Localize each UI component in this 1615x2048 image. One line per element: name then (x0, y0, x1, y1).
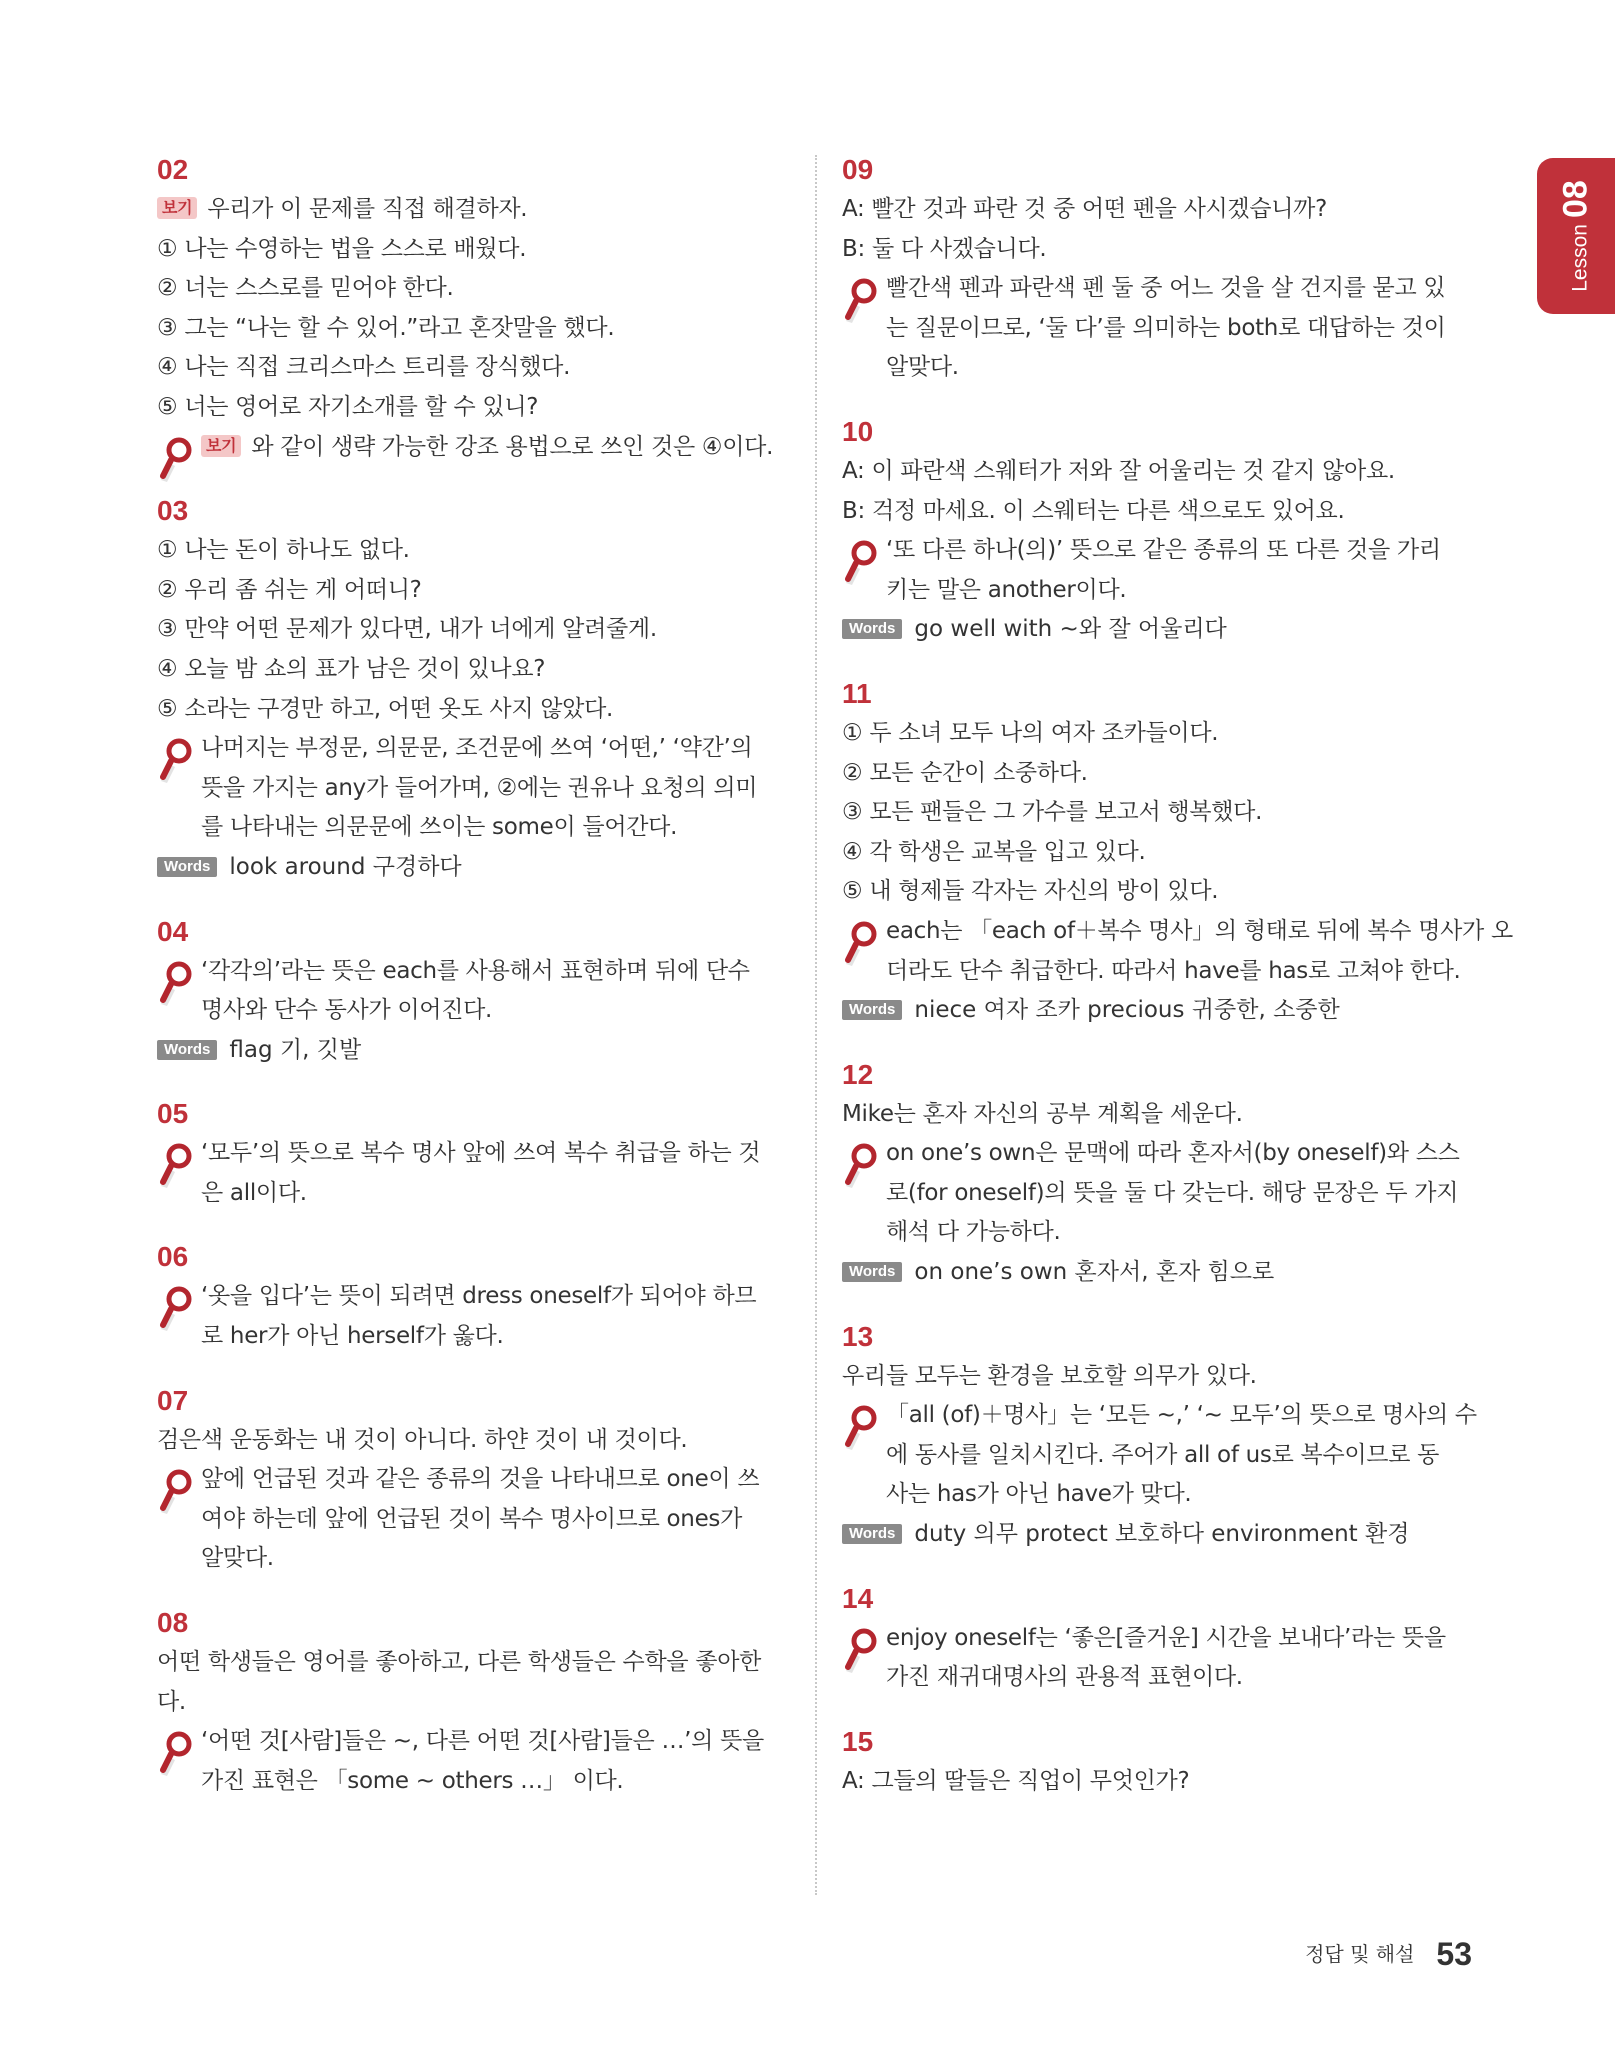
question-line (842, 452, 1474, 492)
explanation-line (201, 1722, 789, 1762)
question-line (157, 190, 789, 230)
explanation-line (201, 1460, 789, 1500)
question-block (842, 150, 1474, 388)
question-number: 11 (842, 677, 872, 709)
explanation-text: 가진 재귀대명사의 관용적 표현이다. (886, 1664, 1243, 1691)
question-number: 15 (842, 1725, 874, 1757)
question-text: B: 걱정 마세요. 이 스웨터는 다른 색으로도 있어요. (842, 497, 1345, 524)
question-line (157, 1421, 789, 1461)
question-line (842, 872, 1474, 912)
explanation-line (201, 952, 789, 992)
explanation (842, 531, 1474, 610)
explanation-text: ‘각각의’라는 뜻은 each를 사용해서 표현하며 뒤에 단수 (201, 957, 750, 984)
question-line (842, 190, 1474, 230)
question-text: B: 둘 다 사겠습니다. (842, 235, 1047, 262)
question-text: 우리가 이 문제를 직접 해결하자. (207, 196, 528, 222)
example-tag: 보기 (201, 435, 241, 457)
words-tag: Words (842, 1000, 902, 1020)
question-text: ② 우리 좀 쉬는 게 어떠니? (157, 576, 422, 603)
magnifier-icon (157, 1730, 193, 1778)
question-block (157, 491, 789, 887)
question-text: 어떤 학생들은 영어를 좋아하고, 다른 학생들은 수학을 좋아한 (157, 1649, 762, 1676)
explanation-text: 뜻을 가지는 any가 들어가며, ②에는 권유나 요청의 의미 (201, 774, 758, 801)
page-number: 53 (1436, 1936, 1472, 1972)
explanation-line (201, 1500, 789, 1540)
explanation-text: 키는 말은 another이다. (886, 576, 1127, 603)
question-text: A: 그들의 딸들은 직업이 무엇인가? (842, 1767, 1190, 1794)
explanation-line (886, 1213, 1474, 1253)
magnifier-icon (157, 1142, 193, 1190)
explanation-text: 는 질문이므로, ‘둘 다’를 의미하는 both로 대답하는 것이 (886, 314, 1446, 341)
question-line (842, 833, 1474, 873)
explanation-line (201, 428, 789, 468)
question-text: ③ 만약 어떤 문제가 있다면, 내가 너에게 알려줄게. (157, 616, 657, 643)
question-text: ⑤ 내 형제들 각자는 자신의 방이 있다. (842, 878, 1219, 905)
question-block (157, 1094, 789, 1213)
explanation-line (886, 348, 1474, 388)
question-line (842, 1095, 1474, 1135)
question-line (157, 650, 789, 690)
words-tag: Words (842, 1524, 902, 1544)
explanation (157, 1134, 789, 1213)
words-line (842, 1253, 1474, 1293)
words-tag: Words (157, 857, 217, 877)
question-number: 04 (157, 915, 189, 947)
question-text: ④ 오늘 밤 쇼의 표가 남은 것이 있나요? (157, 655, 546, 682)
question-line (157, 230, 789, 270)
column-divider (815, 155, 817, 1895)
explanation-text: ‘어떤 것[사람]들은 ~, 다른 어떤 것[사람]들은 …’의 뜻을 (201, 1728, 764, 1755)
explanation (842, 1396, 1477, 1515)
explanation-text: 빨간색 펜과 파란색 펜 둘 중 어느 것을 살 건지를 묻고 있 (886, 275, 1446, 302)
explanation-line (886, 1436, 1474, 1476)
question-text: A: 빨간 것과 파란 것 중 어떤 펜을 사시겠습니까? (842, 196, 1327, 222)
words-text: flag 기, 깃발 (229, 1036, 362, 1063)
explanation-line (886, 309, 1474, 349)
question-block (842, 412, 1474, 650)
question-text: ⑤ 소라는 구경만 하고, 어떤 옷도 사지 않았다. (157, 695, 614, 722)
lesson-number: 08 (1556, 180, 1595, 219)
question-line (157, 1643, 789, 1683)
question-line (157, 1683, 789, 1723)
question-block (842, 1722, 1474, 1802)
magnifier-icon (842, 1627, 878, 1675)
question-text: ③ 그는 “나는 할 수 있어.”라고 혼잣말을 했다. (157, 314, 615, 341)
magnifier-icon (842, 539, 878, 587)
explanation-text: on one’s own은 문맥에 따라 혼자서(by oneself)와 스스 (886, 1140, 1460, 1167)
question-line (157, 531, 789, 571)
question-text: ① 나는 수영하는 법을 스스로 배웠다. (157, 235, 527, 262)
footer-label: 정답 및 해설 (1305, 1942, 1415, 1966)
question-line (157, 348, 789, 388)
words-line (842, 1515, 1474, 1555)
explanation-text: 가진 표현은 「some ~ others …」 이다. (201, 1767, 624, 1794)
question-text: ① 나는 돈이 하나도 없다. (157, 537, 410, 564)
explanation-line (201, 729, 789, 769)
explanation-line (886, 1658, 1474, 1698)
explanation-line (886, 531, 1474, 571)
question-line (842, 230, 1474, 270)
question-block (157, 1381, 789, 1579)
words-line (157, 1031, 789, 1071)
explanation-text: 앞에 언급된 것과 같은 종류의 것을 나타내므로 one이 쓰 (201, 1466, 760, 1493)
explanation-text: 사는 has가 아닌 have가 맞다. (886, 1481, 1192, 1508)
question-line (157, 610, 789, 650)
words-tag: Words (157, 1040, 217, 1060)
explanation-text: 여야 하는데 앞에 언급된 것이 복수 명사이므로 ones가 (201, 1505, 743, 1532)
words-text: on one’s own 혼자서, 혼자 힘으로 (914, 1259, 1275, 1286)
explanation-line (886, 1619, 1474, 1659)
question-text: ④ 각 학생은 교복을 입고 있다. (842, 838, 1146, 865)
question-block (842, 1055, 1474, 1293)
explanation-line (886, 571, 1474, 611)
explanation-text: 로 her가 아닌 herself가 옳다. (201, 1323, 504, 1350)
question-text: 검은색 운동화는 내 것이 아니다. 하얀 것이 내 것이다. (157, 1426, 688, 1453)
question-line (157, 388, 789, 428)
question-number: 13 (842, 1320, 874, 1352)
explanation-line (201, 769, 789, 809)
question-line (842, 1762, 1474, 1802)
magnifier-icon (842, 1404, 878, 1452)
question-text: ④ 나는 직접 크리스마스 트리를 장식했다. (157, 354, 571, 381)
question-line (157, 690, 789, 730)
explanation-text: 은 all이다. (201, 1179, 307, 1206)
question-number: 10 (842, 415, 874, 447)
explanation-text: 나머지는 부정문, 의문문, 조건문에 쓰여 ‘어떤,’ ‘약간’의 (201, 735, 753, 762)
explanation (157, 428, 789, 468)
explanation (157, 952, 789, 1031)
page-footer (1305, 1936, 1472, 1973)
question-text: ⑤ 너는 영어로 자기소개를 할 수 있니? (157, 393, 539, 420)
magnifier-icon (157, 1468, 193, 1516)
question-line (842, 492, 1474, 532)
explanation-line (886, 1174, 1474, 1214)
explanation-line (201, 991, 789, 1031)
question-number: 02 (157, 154, 189, 185)
question-text: 우리들 모두는 환경을 보호할 의무가 있다. (842, 1362, 1257, 1389)
explanation (842, 1134, 1474, 1253)
explanation-line (201, 1277, 789, 1317)
explanation-text: 「all (of)＋명사」는 ‘모든 ~,’ ‘~ 모두’의 뜻으로 명사의 수 (886, 1402, 1477, 1429)
explanation-line (886, 952, 1474, 992)
question-line (842, 714, 1474, 754)
explanation-text: 와 같이 생략 가능한 강조 용법으로 쓰인 것은 ④이다. (251, 433, 774, 460)
lesson-tab (1537, 158, 1615, 314)
question-text: ② 모든 순간이 소중하다. (842, 759, 1088, 786)
explanation-text: ‘모두’의 뜻으로 복수 명사 앞에 쓰여 복수 취급을 하는 것 (201, 1140, 761, 1167)
question-number: 03 (157, 495, 189, 527)
left-column (157, 150, 789, 1825)
question-text: ③ 모든 팬들은 그 가수를 보고서 행복했다. (842, 799, 1263, 826)
question-number: 12 (842, 1058, 874, 1090)
words-text: duty 의무 protect 보호하다 environment 환경 (914, 1521, 1410, 1548)
right-column (842, 150, 1513, 1825)
explanation (842, 1619, 1474, 1698)
magnifier-icon (157, 1285, 193, 1333)
words-line (842, 991, 1474, 1031)
question-text: Mike는 혼자 자신의 공부 계획을 세운다. (842, 1100, 1243, 1127)
explanation-text: 로(for oneself)의 뜻을 둘 다 갖는다. 해당 문장은 두 가지 (886, 1179, 1459, 1206)
explanation (157, 1277, 789, 1356)
explanation-text: 에 동사를 일치시킨다. 주어가 all of us로 복수이므로 동 (886, 1441, 1440, 1468)
question-block (842, 1317, 1477, 1555)
question-number: 05 (157, 1098, 189, 1130)
question-line (842, 754, 1474, 794)
question-text: ① 두 소녀 모두 나의 여자 조카들이다. (842, 719, 1219, 746)
explanation-line (886, 1134, 1474, 1174)
explanation-line (201, 1762, 789, 1802)
magnifier-icon (842, 1142, 878, 1190)
explanation-text: 알맞다. (886, 354, 959, 381)
question-block (157, 1603, 789, 1801)
question-line (157, 571, 789, 611)
words-text: go well with ~와 잘 어울리다 (914, 616, 1227, 643)
question-number: 06 (157, 1241, 189, 1273)
words-tag: Words (842, 1262, 902, 1282)
explanation-text: ‘옷을 입다’는 뜻이 되려면 dress oneself가 되어야 하므 (201, 1283, 757, 1310)
question-number: 14 (842, 1582, 874, 1614)
lesson-word: Lesson (1568, 224, 1592, 292)
question-line (842, 793, 1474, 833)
explanation (842, 912, 1513, 991)
magnifier-icon (157, 960, 193, 1008)
question-text: 다. (157, 1688, 186, 1715)
explanation-line (201, 808, 789, 848)
question-number: 09 (842, 154, 874, 185)
explanation-line (201, 1317, 789, 1357)
question-block (842, 1579, 1474, 1698)
question-block (157, 1237, 789, 1356)
question-block (157, 912, 789, 1071)
question-line (842, 1357, 1474, 1397)
words-line (842, 610, 1474, 650)
explanation-text: 를 나타내는 의문문에 쓰이는 some이 들어간다. (201, 814, 678, 841)
explanation-line (886, 912, 1513, 952)
words-line (157, 848, 789, 888)
explanation (157, 729, 789, 848)
question-text: ② 너는 스스로를 믿어야 한다. (157, 275, 454, 302)
explanation-line (886, 1475, 1474, 1515)
words-tag: Words (842, 619, 902, 639)
lesson-label (1557, 180, 1596, 292)
magnifier-icon (842, 277, 878, 325)
question-line (157, 309, 789, 349)
explanation-text: 해석 다 가능하다. (886, 1219, 1061, 1246)
explanation-text: 명사와 단수 동사가 이어진다. (201, 997, 493, 1024)
words-text: look around 구경하다 (229, 853, 462, 880)
question-block (842, 674, 1513, 1031)
example-tag: 보기 (157, 197, 197, 219)
explanation-text: each는 「each of＋복수 명사」의 형태로 뒤에 복수 명사가 오 (886, 917, 1513, 944)
explanation-text: enjoy oneself는 ‘좋은[즐거운] 시간을 보내다’라는 뜻을 (886, 1624, 1446, 1651)
question-text: A: 이 파란색 스웨터가 저와 잘 어울리는 것 같지 않아요. (842, 457, 1395, 484)
explanation (157, 1460, 789, 1579)
magnifier-icon (842, 920, 878, 968)
question-block (157, 150, 789, 467)
question-number: 07 (157, 1384, 189, 1416)
explanation (157, 1722, 789, 1801)
question-line (157, 269, 789, 309)
explanation-line (201, 1174, 789, 1214)
question-number: 08 (157, 1607, 189, 1639)
explanation-text: ‘또 다른 하나(의)’ 뜻으로 같은 종류의 또 다른 것을 가리 (886, 537, 1441, 564)
explanation-line (886, 269, 1474, 309)
explanation-line (201, 1134, 789, 1174)
magnifier-icon (157, 737, 193, 785)
explanation-text: 더라도 단수 취급한다. 따라서 have를 has로 고쳐야 한다. (886, 957, 1461, 984)
explanation-line (201, 1539, 789, 1579)
words-text: niece 여자 조카 precious 귀중한, 소중한 (914, 997, 1340, 1024)
explanation-text: 알맞다. (201, 1545, 274, 1572)
explanation-line (886, 1396, 1477, 1436)
magnifier-icon (157, 436, 193, 484)
explanation (842, 269, 1474, 388)
